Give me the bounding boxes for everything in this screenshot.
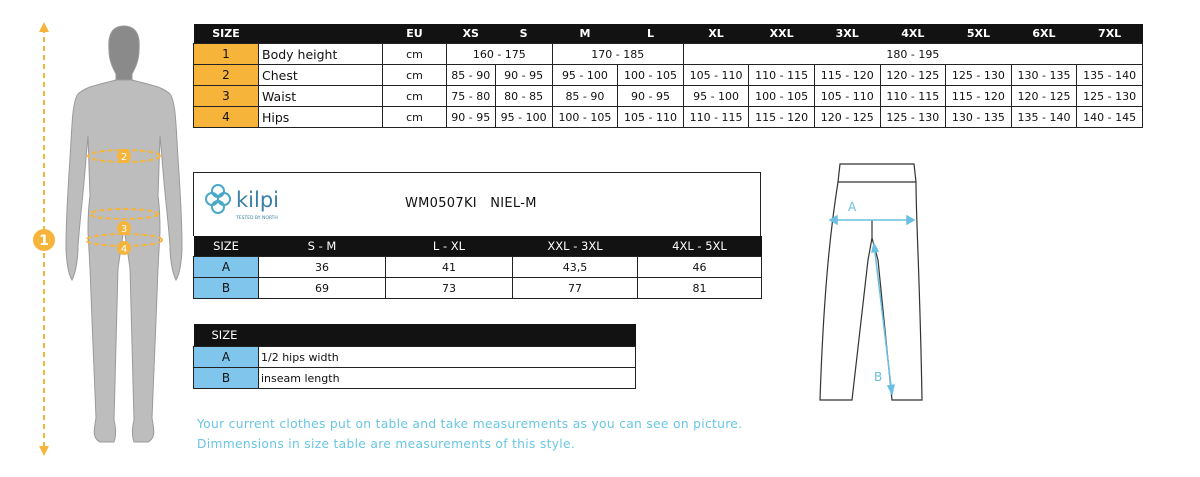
table-cell: 95 - 100 [683, 86, 749, 107]
svg-text:1: 1 [39, 233, 49, 249]
svg-text:2: 2 [120, 152, 128, 163]
legend-header: SIZE [194, 324, 636, 347]
header-xxl-3xl: XXL - 3XL [513, 236, 638, 257]
table-cell: 125 - 130 [1077, 86, 1143, 107]
table-cell: 130 - 135 [946, 107, 1012, 128]
row-number: 3 [194, 86, 259, 107]
row-number: 2 [194, 65, 259, 86]
dimensions-note: Dimmensions in size table are measurements of this style. [197, 437, 576, 451]
table-cell: 135 - 140 [1077, 65, 1143, 86]
table-cell: 90 - 95 [618, 86, 684, 107]
row-number: 1 [194, 44, 259, 65]
table-row [194, 86, 1143, 107]
table-row [194, 107, 1143, 128]
table-cell: 125 - 130 [880, 107, 946, 128]
table-row [194, 257, 762, 278]
row-letter: A [194, 257, 259, 278]
table-cell: 69 [259, 278, 386, 299]
svg-text:3: 3 [120, 224, 128, 235]
svg-text:kilpi: kilpi [236, 188, 279, 212]
table-cell: 100 - 105 [552, 107, 618, 128]
table-cell: 95 - 100 [495, 107, 552, 128]
table-cell: 105 - 110 [683, 65, 749, 86]
human-body-icon [30, 18, 190, 458]
table-cell: 81 [638, 278, 762, 299]
row-label: Hips [259, 107, 383, 128]
table-row [194, 44, 1143, 65]
pants-label-a: A [848, 200, 857, 214]
table-cell: 105 - 110 [618, 107, 684, 128]
product-header-row [194, 236, 762, 257]
instruction-note: Your current clothes put on table and take measurements as you can see on picture. [197, 417, 743, 431]
table-cell: 85 - 90 [447, 65, 496, 86]
table-cell: 46 [638, 257, 762, 278]
pants-label-b: B [874, 370, 883, 384]
table-cell: 110 - 115 [880, 86, 946, 107]
header-7xl: 7XL [1077, 24, 1143, 44]
header-m: M [552, 24, 618, 44]
header-size: SIZE [194, 24, 259, 44]
row-letter: B [194, 368, 259, 389]
table-cell: 115 - 120 [814, 65, 880, 86]
product-size-table [193, 236, 762, 299]
hips-marker [117, 241, 131, 255]
header-3xl: 3XL [814, 24, 880, 44]
table-cell: 160 - 175 [447, 44, 553, 65]
row-number: 4 [194, 107, 259, 128]
table-cell: 77 [513, 278, 638, 299]
table-cell: 85 - 90 [552, 86, 618, 107]
header-l-xl: L - XL [386, 236, 513, 257]
table-cell: 115 - 120 [946, 86, 1012, 107]
svg-text:4: 4 [120, 244, 128, 255]
table-cell: 110 - 115 [683, 107, 749, 128]
table-cell: 120 - 125 [1011, 86, 1077, 107]
table-cell: 105 - 110 [814, 86, 880, 107]
header-measure [259, 24, 383, 44]
legend-header-row [194, 324, 636, 347]
table-row [194, 368, 636, 389]
pants-icon [812, 160, 932, 406]
table-cell: 95 - 100 [552, 65, 618, 86]
row-label: Chest [259, 65, 383, 86]
row-letter: A [194, 347, 259, 368]
table-cell: 80 - 85 [495, 86, 552, 107]
table-cell: 90 - 95 [495, 65, 552, 86]
legend-description: 1/2 hips width [259, 347, 636, 368]
table-cell: 170 - 185 [552, 44, 683, 65]
row-unit: cm [383, 86, 447, 107]
header-4xl-5xl: 4XL - 5XL [638, 236, 762, 257]
table-row [194, 65, 1143, 86]
waist-marker [117, 221, 131, 235]
knot-logo-icon [203, 177, 293, 225]
header-xs: XS [447, 24, 496, 44]
header-size: SIZE [194, 236, 259, 257]
header-s: S [495, 24, 552, 44]
table-cell: 41 [386, 257, 513, 278]
table-cell: 180 - 195 [683, 44, 1142, 65]
table-cell: 115 - 120 [749, 107, 815, 128]
product-title: WM0507KI NIEL-M [405, 196, 537, 211]
row-unit: cm [383, 65, 447, 86]
table-cell: 130 - 135 [1011, 65, 1077, 86]
table-cell: 90 - 95 [447, 107, 496, 128]
row-letter: B [194, 278, 259, 299]
table-cell: 36 [259, 257, 386, 278]
size-chart-header-row [194, 24, 1143, 44]
header-xl: XL [683, 24, 749, 44]
table-cell: 100 - 105 [749, 86, 815, 107]
table-cell: 140 - 145 [1077, 107, 1143, 128]
header-6xl: 6XL [1011, 24, 1077, 44]
height-marker [33, 229, 55, 251]
table-cell: 135 - 140 [1011, 107, 1077, 128]
measurement-legend-table [193, 324, 636, 389]
table-row [194, 278, 762, 299]
table-cell: 120 - 125 [880, 65, 946, 86]
svg-text:TESTED BY NORTH: TESTED BY NORTH [236, 216, 278, 221]
size-chart-table [193, 24, 1143, 128]
table-cell: 100 - 105 [618, 65, 684, 86]
header-l: L [618, 24, 684, 44]
chest-marker [117, 149, 131, 163]
header-eu: EU [383, 24, 447, 44]
header-5xl: 5XL [946, 24, 1012, 44]
legend-description: inseam length [259, 368, 636, 389]
header-xxl: XXL [749, 24, 815, 44]
table-cell: 125 - 130 [946, 65, 1012, 86]
table-cell: 110 - 115 [749, 65, 815, 86]
row-label: Waist [259, 86, 383, 107]
table-cell: 75 - 80 [447, 86, 496, 107]
table-row [194, 347, 636, 368]
table-cell: 73 [386, 278, 513, 299]
header-4xl: 4XL [880, 24, 946, 44]
row-label: Body height [259, 44, 383, 65]
row-unit: cm [383, 44, 447, 65]
table-cell: 43,5 [513, 257, 638, 278]
row-unit: cm [383, 107, 447, 128]
header-s-m: S - M [259, 236, 386, 257]
table-cell: 120 - 125 [814, 107, 880, 128]
